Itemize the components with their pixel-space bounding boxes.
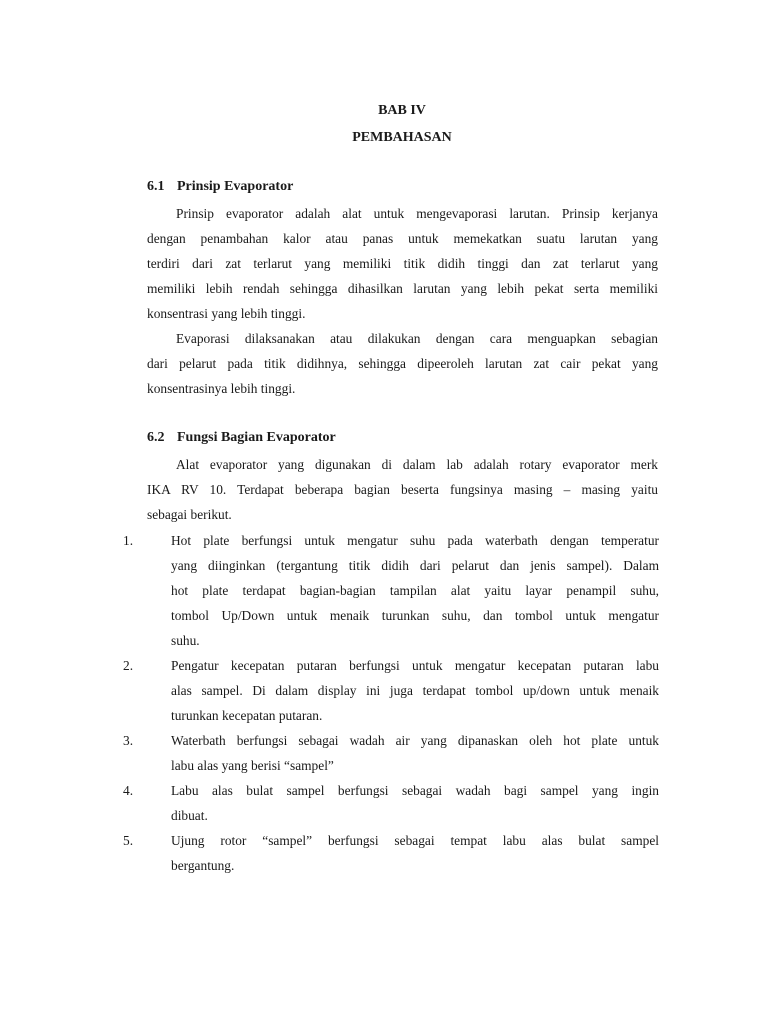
paragraph-prinsip bbox=[147, 201, 658, 326]
section-heading-fungsi bbox=[147, 431, 336, 445]
section-title: Prinsip Evaporator bbox=[177, 179, 294, 194]
section-number: 6.2 bbox=[147, 430, 165, 445]
list-marker: 3. bbox=[123, 733, 134, 748]
numbered-list bbox=[123, 528, 659, 878]
section-number: 6.1 bbox=[147, 179, 165, 194]
text-line: yang diinginkan (tergantung titik didih dari pelarut dan jenis sampel). Dalam bbox=[171, 558, 659, 573]
list-marker: 5. bbox=[123, 833, 134, 848]
list-item bbox=[123, 528, 659, 653]
chapter-label: BAB IV bbox=[378, 103, 426, 118]
text-line: sebagai berikut. bbox=[147, 507, 232, 522]
text-line: IKA RV 10. Terdapat beberapa bagian beserta fungsinya masing – masing yaitu bbox=[147, 482, 658, 497]
section-heading-prinsip bbox=[147, 180, 293, 194]
list-item bbox=[123, 828, 659, 878]
text-line: Hot plate berfungsi untuk mengatur suhu pada waterbath dengan temperatur bbox=[171, 533, 659, 548]
text-line: alas sampel. Di dalam display ini juga terdapat tombol up/down untuk menaik bbox=[171, 683, 659, 698]
list-item bbox=[123, 653, 659, 728]
text-line: Alat evaporator yang digunakan di dalam lab adalah rotary evaporator merk bbox=[176, 457, 658, 472]
text-line: konsentrasi yang lebih tinggi. bbox=[147, 306, 306, 321]
text-line: Labu alas bulat sampel berfungsi sebagai wadah bagi sampel yang ingin bbox=[171, 783, 659, 798]
text-line: Evaporasi dilaksanakan atau dilakukan dengan cara menguapkan sebagian bbox=[176, 331, 658, 346]
list-item bbox=[123, 728, 659, 778]
text-line: dari pelarut pada titik didihnya, sehingga dipeeroleh larutan zat cair pekat yang bbox=[147, 356, 658, 371]
text-line: Waterbath berfungsi sebagai wadah air yang dipanaskan oleh hot plate untuk bbox=[171, 733, 659, 748]
text-line: turunkan kecepatan putaran. bbox=[171, 708, 323, 723]
text-line: terdiri dari zat terlarut yang memiliki titik didih tinggi dan zat terlarut yang bbox=[147, 256, 658, 271]
text-line: dengan penambahan kalor atau panas untuk memekatkan suatu larutan yang bbox=[147, 231, 658, 246]
paragraph-intro bbox=[147, 452, 658, 527]
paragraph-evaporasi bbox=[147, 326, 658, 401]
text-line: konsentrasinya lebih tinggi. bbox=[147, 381, 296, 396]
text-line: dibuat. bbox=[171, 808, 208, 823]
text-line: tombol Up/Down untuk menaik turunkan suhu, dan tombol untuk mengatur bbox=[171, 608, 659, 623]
chapter-title: PEMBAHASAN bbox=[352, 130, 452, 145]
list-item bbox=[123, 778, 659, 828]
text-line: hot plate terdapat bagian-bagian tampilan alat yaitu layar penampil suhu, bbox=[171, 583, 659, 598]
list-marker: 4. bbox=[123, 783, 134, 798]
text-line: Ujung rotor “sampel” berfungsi sebagai tempat labu alas bulat sampel bbox=[171, 833, 659, 848]
list-marker: 2. bbox=[123, 658, 134, 673]
list-marker: 1. bbox=[123, 533, 134, 548]
text-line: memiliki lebih rendah sehingga dihasilkan larutan yang lebih pekat serta memiliki bbox=[147, 281, 658, 296]
text-line: Prinsip evaporator adalah alat untuk mengevaporasi larutan. Prinsip kerjanya bbox=[176, 206, 658, 221]
text-line: bergantung. bbox=[171, 858, 235, 873]
text-line: suhu. bbox=[171, 633, 200, 648]
section-title: Fungsi Bagian Evaporator bbox=[177, 430, 336, 445]
text-line: labu alas yang berisi “sampel” bbox=[171, 758, 334, 773]
text-line: Pengatur kecepatan putaran berfungsi untuk mengatur kecepatan putaran labu bbox=[171, 658, 659, 673]
